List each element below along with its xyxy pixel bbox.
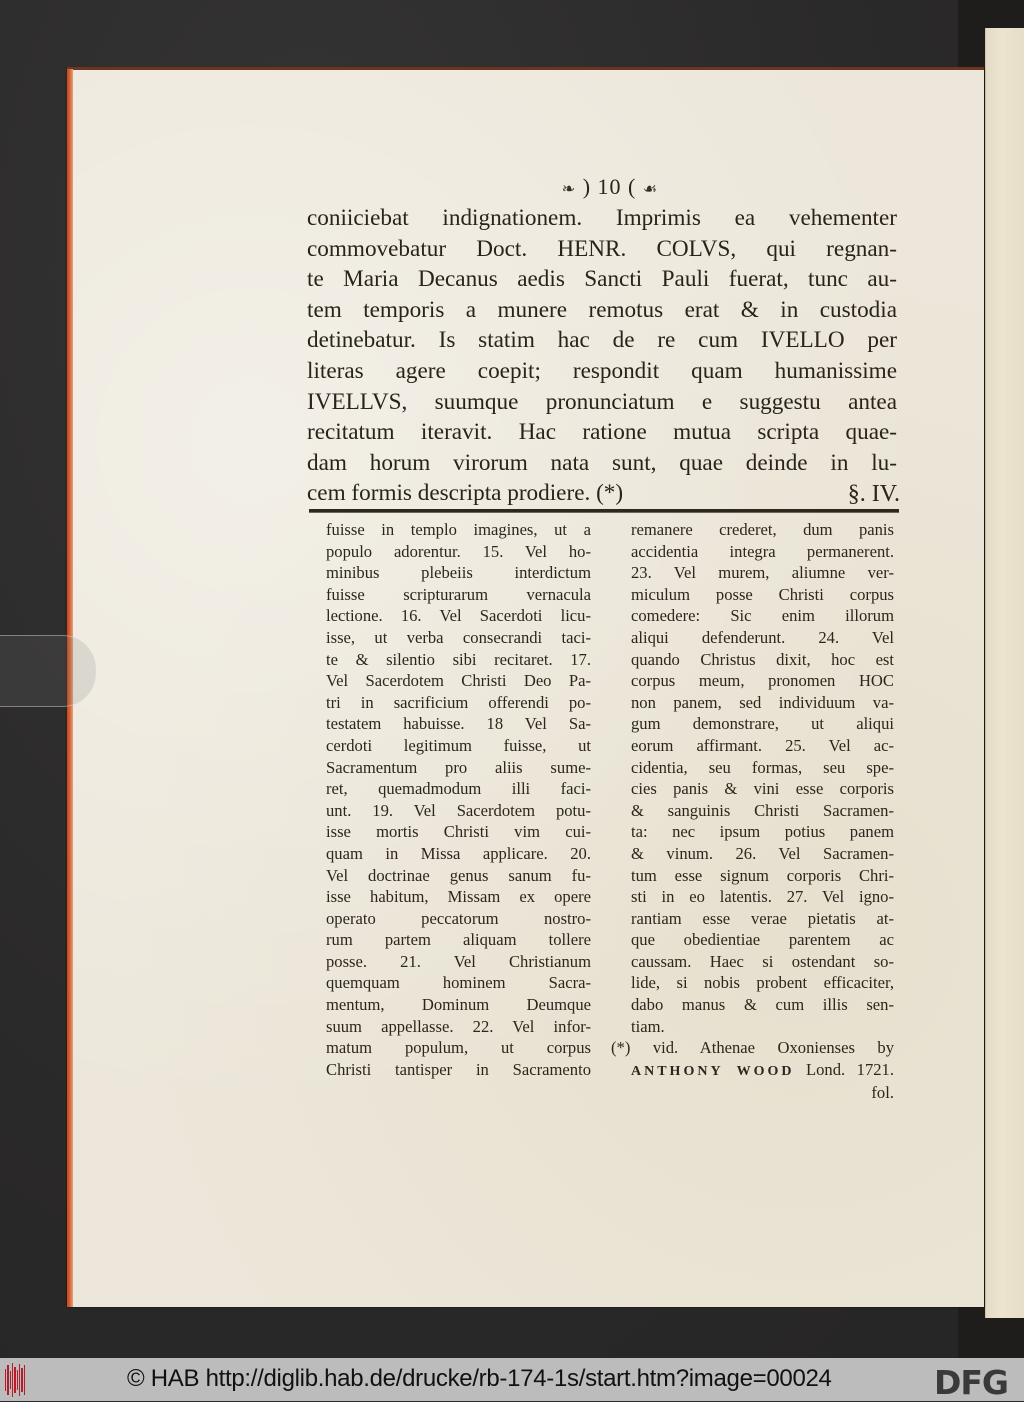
- text-line: corpus meum, pronomen HOC: [631, 671, 894, 691]
- text-line: sti in eo latentis. 27. Vel igno-: [631, 887, 894, 907]
- text-line: quando Christus dixit, hoc est: [631, 649, 894, 669]
- text-line: lectione. 16. Vel Sacerdoti licu-: [326, 606, 591, 626]
- main-paragraph: [307, 203, 897, 509]
- footnote-author: ANTHONY WOOD: [631, 1063, 795, 1079]
- ornament-right-icon: ☙: [642, 181, 659, 198]
- footnote-place-year: Lond. 1721.: [794, 1059, 894, 1079]
- footnote-column-left: [326, 519, 591, 1080]
- text-line: matum populum, ut corpus: [326, 1038, 591, 1058]
- text-line: commovebatur Doct. HENR. COLVS, qui regnan-: [307, 235, 897, 262]
- text-line: te Maria Decanus aedis Sancti Pauli fuerat, tunc au-: [307, 266, 897, 293]
- page-number: ) 10 (: [582, 174, 637, 199]
- text-line: cerdoti legitimum fuisse, ut: [326, 735, 591, 755]
- text-line: & vinum. 26. Vel Sacramen-: [631, 843, 894, 863]
- footnote-citation: [631, 1059, 894, 1083]
- text-line: dam horum virorum nata sunt, quae deinde in lu-: [307, 449, 897, 476]
- text-line: Vel Sacerdotem Christi Deo Pa-: [326, 671, 591, 691]
- dfg-logo-icon: DFG: [934, 1363, 1009, 1402]
- text-line: unt. 19. Vel Sacerdotem potu-: [326, 800, 591, 820]
- text-line: populo adorentur. 15. Vel ho-: [326, 541, 591, 561]
- footnote-line: (*) vid. Athenae Oxonienses by: [611, 1038, 894, 1058]
- page-top-edge: [67, 67, 984, 70]
- copyright-url[interactable]: © HAB http://diglib.hab.de/drucke/rb-174-1s/start.htm?image=00024: [127, 1365, 832, 1392]
- text-line: miculum posse Christi corpus: [631, 584, 894, 604]
- footnote-format: fol.: [871, 1083, 894, 1103]
- text-line: quemquam hominem Sacra-: [326, 973, 591, 993]
- footer-bar: [0, 1358, 1024, 1401]
- text-line: cidentia, seu formas, seu spe-: [631, 757, 894, 777]
- footnote-column-right: [611, 519, 894, 1104]
- text-line: tum esse signum corporis Chri-: [631, 865, 894, 885]
- next-page-edge: [985, 28, 1024, 1318]
- text-line: dabo manus & cum illis sen-: [631, 995, 894, 1015]
- text-line: literas agere coepit; respondit quam humanissime: [307, 357, 897, 384]
- text-line: aliqui defenderunt. 24. Vel: [631, 627, 894, 647]
- text-line: fuisse in templo imagines, ut a: [326, 520, 591, 539]
- text-line: ta: nec ipsum potius panem: [631, 822, 894, 842]
- text-line: ret, quemadmodum illi faci-: [326, 779, 591, 799]
- section-heading: §. IV.: [847, 481, 900, 507]
- text-line: comedere: Sic enim illorum: [631, 606, 894, 626]
- text-line: Sacramentum pro aliis sume-: [326, 757, 591, 777]
- text-line: cem formis descripta prodiere. (*): [307, 480, 624, 507]
- text-line: accidentia integra permanerent.: [631, 541, 894, 561]
- text-line: IVELLVS, suumque pronunciatum e suggestu antea: [307, 388, 897, 415]
- text-line: mentum, Dominum Deumque: [326, 995, 591, 1015]
- text-line: eorum affirmant. 25. Vel ac-: [631, 735, 894, 755]
- text-line: rum partem aliquam tollere: [326, 930, 591, 950]
- hab-logo-icon: [5, 1362, 25, 1398]
- text-line: 23. Vel murem, aliumne ver-: [631, 563, 894, 583]
- text-line: minibus plebeiis interdictum: [326, 563, 591, 583]
- text-line: & sanguinis Christi Sacramen-: [631, 800, 894, 820]
- text-line: caussam. Haec si ostendant so-: [631, 951, 894, 971]
- text-line: isse habitum, Missam ex opere: [326, 887, 591, 907]
- text-line: Vel doctrinae genus sanum fu-: [326, 865, 591, 885]
- text-line: detinebatur. Is statim hac de re cum IVELLO per: [307, 327, 897, 354]
- clip-shadow: [0, 635, 96, 707]
- text-line: isse mortis Christi vim cui-: [326, 822, 591, 842]
- text-line: testatem habuisse. 18 Vel Sa-: [326, 714, 591, 734]
- text-line: isse, ut verba consecrandi taci-: [326, 627, 591, 647]
- text-line: fuisse scripturarum vernacula: [326, 584, 591, 604]
- text-line: quam in Missa applicare. 20.: [326, 843, 591, 863]
- text-line: operato peccatorum nostro-: [326, 908, 591, 928]
- text-line: que obedientiae parentem ac: [631, 930, 894, 950]
- text-line: posse. 21. Vel Christianum: [326, 951, 591, 971]
- horizontal-rule: [309, 509, 899, 513]
- text-line: non panem, sed individuum va-: [631, 692, 894, 712]
- text-line: te & silentio sibi recitaret. 17.: [326, 649, 591, 669]
- text-line: Christi tantisper in Sacramento: [326, 1059, 591, 1079]
- text-line: cies panis & vini esse corporis: [631, 779, 894, 799]
- text-line: remanere crederet, dum panis: [631, 520, 894, 539]
- text-line: coniiciebat indignationem. Imprimis ea vehementer: [307, 205, 897, 231]
- ornament-left-icon: ❧: [561, 181, 577, 198]
- text-line: tiam.: [631, 1016, 665, 1036]
- text-line: tem temporis a munere remotus erat & in custodia: [307, 296, 897, 323]
- text-line: suum appellasse. 22. Vel infor-: [326, 1016, 591, 1036]
- text-line: tri in sacrificium offerendi po-: [326, 692, 591, 712]
- running-head: [300, 174, 920, 200]
- text-line: rantiam esse verae pietatis at-: [631, 908, 894, 928]
- text-line: lide, si nobis probent efficaciter,: [631, 973, 894, 993]
- text-line: recitatum iteravit. Hac ratione mutua scripta quae-: [307, 419, 897, 446]
- text-line: gum demonstrare, ut aliqui: [631, 714, 894, 734]
